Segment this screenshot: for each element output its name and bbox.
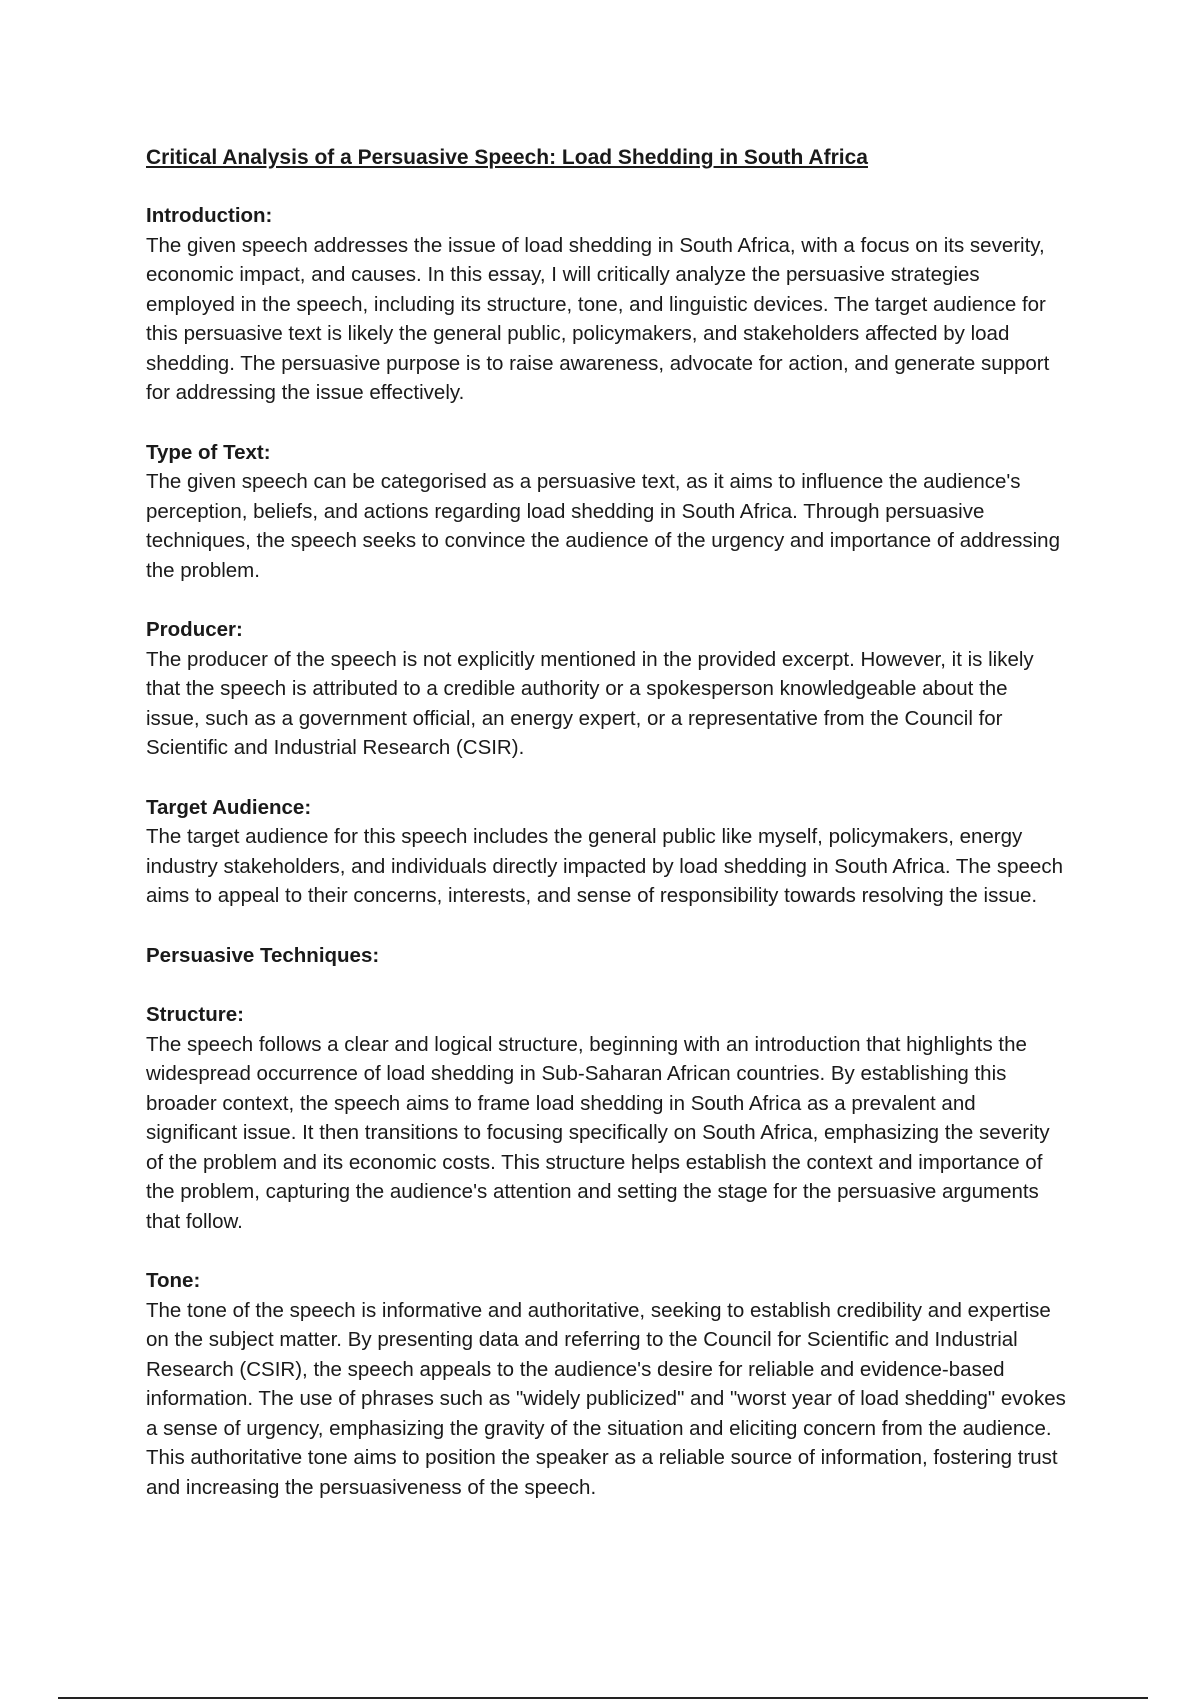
section-heading: Type of Text:	[146, 440, 271, 464]
section-heading: Producer:	[146, 618, 243, 641]
section-introduction	[146, 201, 1066, 408]
section-heading: Tone:	[146, 1269, 201, 1292]
section-heading: Introduction:	[146, 204, 273, 227]
section-persuasive-techniques	[146, 941, 1066, 971]
section-body: The target audience for this speech includes the general public like myself, policymakers, energy industry stakeholders, and individuals directly impacted by load shedding in South Africa. The speech aims to appeal to their concerns, interests, and sense of responsibility towards resolving the issue.	[146, 825, 1063, 907]
section-type-of-text	[146, 438, 1066, 586]
document-title: Critical Analysis of a Persuasive Speech: Load Shedding in South Africa	[146, 146, 868, 169]
section-body: The given speech addresses the issue of load shedding in South Africa, with a focus on its severity, economic impact, and causes. In this essay, I will critically analyze the persuasive strategies employed in the speech, including its structure, tone, and linguistic devices. The target audience for this persuasive text is likely the general public, policymakers, and stakeholders affected by load shedding. The persuasive purpose is to raise awareness, advocate for action, and generate support for addressing the issue effectively.	[146, 233, 1050, 404]
footer-divider	[58, 1697, 1148, 1699]
section-heading: Structure:	[146, 1003, 244, 1026]
section-target-audience	[146, 793, 1066, 911]
section-body: The speech follows a clear and logical structure, beginning with an introduction that highlights the widespread occurrence of load shedding in Sub-Saharan African countries. By establishing this broader context, the speech aims to frame load shedding in South Africa as a prevalent and significant issue. It then transitions to focusing specifically on South Africa, emphasizing the severity of the problem and its economic costs. This structure helps establish the context and importance of the problem, capturing the audience's attention and setting the stage for the persuasive arguments that follow.	[146, 1032, 1050, 1233]
section-tone	[146, 1266, 1066, 1502]
document-page	[146, 143, 1066, 1532]
section-producer	[146, 615, 1066, 763]
section-structure	[146, 1000, 1066, 1236]
section-body: The tone of the speech is informative and authoritative, seeking to establish credibility and expertise on the subject matter. By presenting data and referring to the Council for Scientific and Industrial Research (CSIR), the speech appeals to the audience's desire for reliable and evidence-based information. The use of phrases such as "widely publicized" and "worst year of load shedding" evokes a sense of urgency, emphasizing the gravity of the situation and eliciting concern from the audience. This authoritative tone aims to position the speaker as a reliable source of information, fostering trust and increasing the persuasiveness of the speech.	[146, 1298, 1066, 1499]
section-body: The producer of the speech is not explicitly mentioned in the provided excerpt. However, it is likely that the speech is attributed to a credible authority or a spokesperson knowledgeable about the issue, such as a government official, an energy expert, or a representative from the Council for Scientific and Industrial Research (CSIR).	[146, 647, 1034, 759]
section-heading: Persuasive Techniques:	[146, 943, 380, 967]
section-body: The given speech can be categorised as a persuasive text, as it aims to influence the audience's perception, beliefs, and actions regarding load shedding in South Africa. Through persuasive techniques, the speech seeks to convince the audience of the urgency and importance of addressing the problem.	[146, 470, 1060, 582]
section-heading: Target Audience:	[146, 795, 312, 819]
